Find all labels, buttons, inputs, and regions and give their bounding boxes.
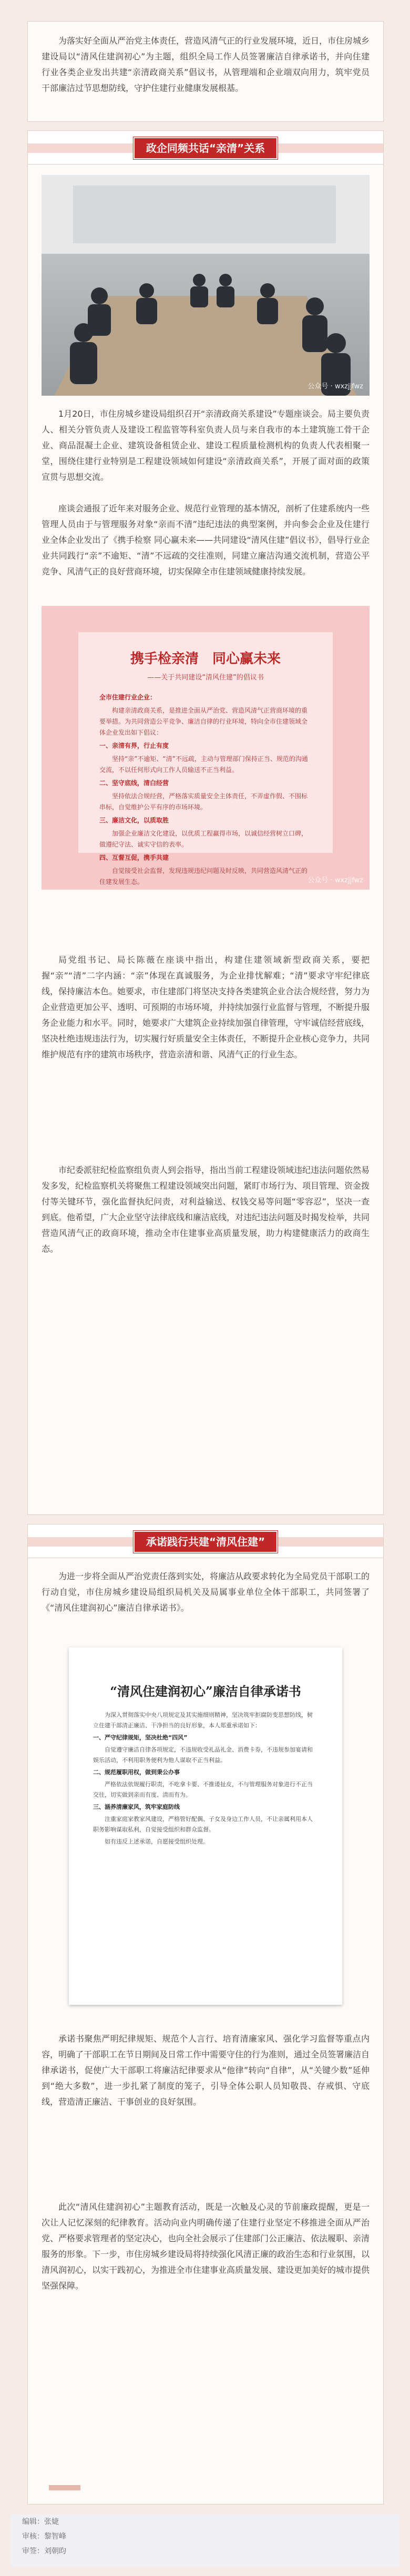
approver-credit: 审签：刘朝昀: [22, 2547, 66, 2556]
poster-watermark: 公众号 · wxzjjfwz: [308, 877, 363, 884]
poster-paper: [78, 632, 333, 885]
section1-banner: [27, 130, 384, 165]
document-heading: 全市住建行业企业：: [99, 694, 157, 701]
poster-body: [99, 692, 312, 888]
section2-paragraph-3: 此次“清风住建润初心”主题教育活动，既是一次触及心灵的节前廉政提醒，更是一次让人记忆深刻的纪律教育。活动向业内明确传递了住建行业坚定不移推进全面从严治党、严格要求管理者的坚定决心，也向全社会展示了住建部门公正廉洁、依法履职、亲清服务的形象。下一步，市住房城乡建设局将持续强化风清正廉的政治生态和行业氛围，以清风润初心，以实干践初心，为推进全市住建事业高质量发展、建设更加美好的城市提供坚强保障。: [42, 2202, 370, 2291]
section1-paragraph-1: 1月20日，市住房城乡建设局组织召开“亲清政商关系建设”专题座谈会。局主要负责人、相关分管负责人及建设工程监管等科室负责人员与来自我市的本土建筑施工骨干企业、商品混凝土企业、建筑设备租赁企业、建设工程质量检测机构的负责人代表相聚一堂，围绕住建行业特别是工程建设领域如何建设“亲清政商关系”，开展了面对面的政策宣贯与思想交流。: [42, 409, 370, 482]
document-heading: 三、廉洁文化，以质取胜: [99, 817, 169, 824]
document-line: 坚持“亲”不逾矩、“清”不远疏，主动与管理部门保持正当、规范的沟通交流，不以任何形式向工作人员输送不正当利益。: [99, 755, 308, 774]
section1-paragraph-3: 局党组书记、局长陈薇在座谈中指出，构建住建领域新型政商关系，要把握“亲”“清”二字内涵：“亲”体现在真诚服务，为企业排忧解难；“清”要求守牢纪律底线，保持廉洁本色。她要求，市住建部门将坚决支持各类建筑企业合法合规经营，努力为企业营造更加公平、透明、可预期的市场环境，并持续加强行业监督与管理，不断提升服务企业能力和水平。同时，她要求广大建筑企业持续加强自律管理，守牢诚信经营底线，坚决杜绝违规违法行为，切实履行好质量安全主体责任，不断提升企业核心竞争力，共同维护规范有序的建筑市场秩序，营造亲清和谐、风清气正的行业生态。: [42, 955, 370, 1059]
document-line: 坚持依法合规经营，严格落实质量安全主体责任，不弄虚作假、不围标串标，自觉维护公平有序的市场环境。: [99, 792, 308, 811]
document-heading: 二、规范履职用权，做到秉公办事: [93, 1769, 180, 1776]
editor-credit: 编辑：张婕: [22, 2518, 59, 2526]
pledge-body: [93, 1710, 318, 1847]
document-heading: 一、严守纪律规矩，坚决杜绝“四风”: [93, 1734, 188, 1741]
section2-card: [27, 1558, 384, 2505]
document-heading: 一、亲清有界，行止有度: [99, 742, 169, 749]
section1-text-card: [27, 942, 384, 1515]
pledge-letter: [69, 1647, 342, 2005]
section2-title: 承诺践行共建“清风住建”: [134, 1531, 278, 1553]
section2-paragraph-2: 承诺书聚焦严明纪律规矩、规范个人言行、培育清廉家风、强化学习监督等重点内容，明确了干部职工在节日期间及日常工作中需要守住的行为准则，通过全员签署廉洁自律承诺书，促使广大干部职工将廉洁纪律要求从“他律”转向“自律”，从“关键少数”延伸到“绝大多数”，进一步扎紧了制度的笼子，引导全体公职人员知敬畏、存戒惧、守底线，营造清正廉洁、干事创业的良好氛围。: [42, 2034, 370, 2107]
document-line: 严格依法依规履行职责，不吃拿卡要、不推诿扯皮，不与管理服务对象进行不正当交往，切实做到亲而有度、清而有为。: [93, 1781, 313, 1798]
photo-watermark: 公众号 · wxzjjfwz: [308, 383, 363, 390]
intro-paragraph: 为落实好全面从严治党主体责任，营造风清气正的行业发展环境，近日，市住房城乡建设局以“清风住建润初心”为主题，组织全局工作人员签署廉洁自律承诺书，并向住建行业各类企业发出共建“亲清政商关系”倡议书，从管理端和企业端双向用力，筑牢党员干部廉洁过节思想防线，守护住建行业健康发展根基。: [42, 36, 370, 93]
meeting-scene-illustration: [42, 175, 370, 396]
document-heading: 三、涵养清廉家风，筑牢家庭防线: [93, 1804, 180, 1810]
decoration-bar: [49, 2485, 80, 2490]
document-line: 自觉接受社会监督，发现违规违纪问题及时反映，共同营造风清气正的住建发展生态。: [99, 867, 308, 885]
document-line: 注重家庭家教家风建设，严格管好配偶、子女及身边工作人员，不让亲属利用本人职务影响谋取私利，自觉接受组织和群众监督。: [93, 1816, 313, 1833]
proposal-poster: [42, 606, 370, 890]
pledge-title: “清风住建润初心”廉洁自律承诺书: [110, 1684, 301, 1699]
section1-paragraph-2: 座谈会通报了近年来对服务企业、规范行业管理的基本情况，剖析了住建系统内一些管理人员由于与管理服务对象“亲而不清”违纪违法的典型案例，并向参会企业及住建行业全体企业发出了《携手检察 同心赢未来——共同建设“清风住建”倡议书》，倡导行业企业共同践行“亲”不逾矩、“清”不远疏的交往准则，同建立廉洁沟通交流机制，营造公平竞争、风清气正的良好营商环境，切实保障全市住建领域健康持续发展。: [42, 503, 370, 576]
reviewer-credit: 审核：黎智峰: [22, 2532, 66, 2541]
intro-card: [27, 21, 384, 122]
section2-banner: [27, 1524, 384, 1559]
section2-paragraph-1: 为进一步将全面从严治党责任落到实处，将廉洁从政要求转化为全局党员干部职工的行动自觉，市住房城乡建设局组织局机关及局属事业单位全体干部职工，共同签署了《“清风住建润初心”廉洁自律承诺书》。: [42, 1571, 370, 1613]
section1-title: 政企同频共话“亲清”关系: [134, 137, 278, 159]
poster-subtitle: ——关于共同建设“清风住建”的倡议书: [147, 674, 264, 682]
document-line: 为深入贯彻落实中央八项规定及其实施细则精神，坚决筑牢拒腐防变思想防线，树立住建干部清正廉洁、干净担当的良好形象，本人郑重承诺如下：: [93, 1712, 313, 1729]
section1-paragraph-4: 市纪委派驻纪检监察组负责人到会指导，指出当前工程建设领域违纪违法问题依然易发多发，纪检监察机关将聚焦工程建设领域突出问题，紧盯市场行为、项目管理、资金拨付等关键环节，强化监督执纪问责，对利益输送、权钱交易等问题“零容忍”，坚决一查到底。他希望，广大企业坚守法律底线和廉洁底线，对违纪违法问题及时揭发检举，共同营造风清气正的政商环境，推动全市住建事业高质量发展，助力构建健康活力的政商生态。: [42, 1165, 370, 1254]
document-heading: 二、坚守底线，清白经营: [99, 779, 169, 787]
document-line: 自觉遵守廉洁自律各项规定，不违规收受礼品礼金、消费卡券，不违规参加宴请和娱乐活动，不利用职务便利为他人谋取不正当利益。: [93, 1746, 313, 1764]
section1-card: [27, 164, 384, 943]
credits-footer: [11, 2515, 399, 2567]
document-line: 如有违反上述承诺，自愿接受组织处理。: [105, 1838, 209, 1845]
document-heading: 四、互督互促，携手共建: [99, 854, 169, 861]
meeting-photo: [42, 175, 370, 396]
document-line: 构建亲清政商关系，是推进全面从严治党、营造风清气正营商环境的重要举措。为共同营造公平竞争、廉洁自律的行业环境，特向全市住建领域全体企业发出如下倡议：: [99, 707, 308, 736]
document-line: 加强企业廉洁文化建设，以优质工程赢得市场，以诚信经营树立口碑，做遵纪守法、诚实守信的表率。: [99, 830, 308, 848]
poster-title: 携手检亲清 同心赢未来: [130, 651, 281, 667]
